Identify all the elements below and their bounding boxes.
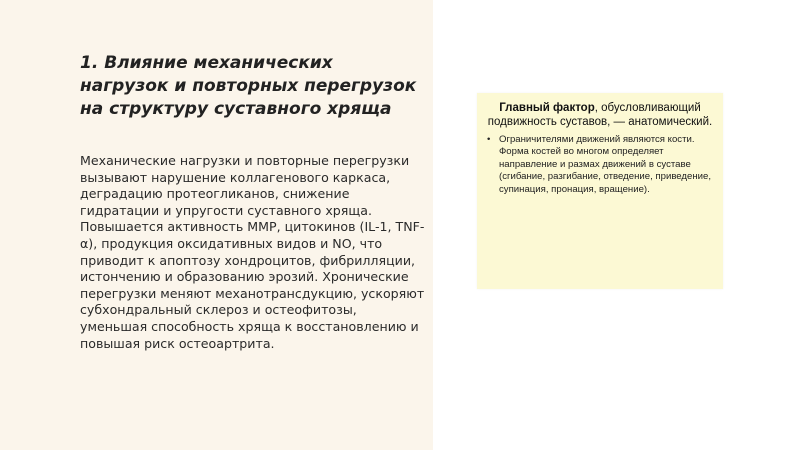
slide-title: 1. Влияние механических нагрузок и повторных перегрузок на структуру суставного хряща [80, 53, 417, 119]
note-list [487, 134, 713, 196]
note-list-item [487, 134, 713, 196]
note-heading-rest: , обусловливающий подвижность суставов, — анатомический. [487, 102, 713, 128]
sticky-note[interactable] [477, 93, 723, 289]
note-list-item-text: Ограничителями движений являются кости. Форма костей во многом определяет направление и размах движений в суставе (сгибание, разгибание, отведение, приведение, супинация, пронация, вращение). [499, 134, 712, 195]
note-heading-bold: Главный фактор [499, 102, 595, 114]
note-heading [487, 101, 713, 129]
bullet-icon: • [487, 134, 491, 145]
slide-body-text: Механические нагрузки и повторные перегрузки вызывают нарушение коллагенового каркаса, деградацию протеогликанов, снижение гидратации и упругости суставного хряща. Повышается активность MMP, цитокинов (IL-1, TNF-α), продукция оксидативных видов и NO, что приводит к апоптозу хондроцитов, фибрилляции, истончению и образованию эрозий. Хронические перегрузки меняют механотрансдукцию, ускоряют субхондральный склероз и остеофитозы, уменьшая способность хряща к восстановлению и повышая риск остеоартрита. [80, 153, 425, 351]
